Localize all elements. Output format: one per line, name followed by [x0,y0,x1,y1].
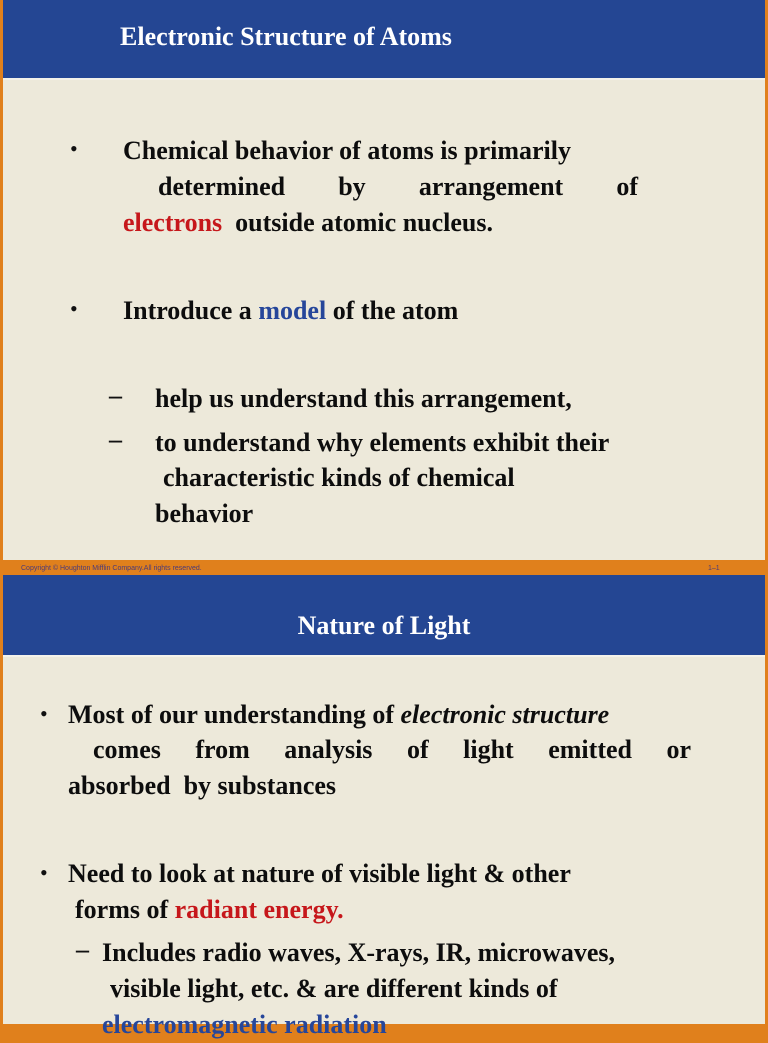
slide-1-sub-bullet-2-line-3: behavior [155,499,254,528]
slide-1-sub-bullet-2-line-2: characteristic kinds of chemical [163,463,515,492]
slide-2-title: Nature of Light [297,611,471,640]
slide-1 [3,0,765,560]
bullet-icon: • [70,296,78,321]
dash-icon: – [109,425,122,454]
slide-1-bullet-1-line-3: electrons outside atomic nucleus. [123,208,493,237]
highlight-radiant-energy: radiant energy. [174,895,344,924]
slide-2 [3,575,765,1039]
slide-1-title-bar [3,0,765,80]
highlight-model: model [258,296,327,325]
bullet-icon: • [40,701,48,726]
dash-icon: – [76,935,89,964]
slide-1-title: Electronic Structure of Atoms [120,22,452,51]
highlight-electromagnetic-radiation: electromagnetic radiation [102,1010,387,1039]
slide-2-sub-bullet-line-3 [102,1007,387,1043]
slide-footer [0,560,768,575]
bullet-icon: • [70,136,78,161]
slide-2-bullet-1-line-1: Most of our understanding of electronic structure [68,700,610,729]
bullet-icon: • [40,860,48,885]
slide-1-bullet-1-line-1: Chemical behavior of atoms is primarily [123,136,571,165]
slide-2-bullet-1-line-2: comes from analysis of light emitted or [93,735,692,764]
slide-1-sub-bullet-1: help us understand this arrangement, [155,384,572,413]
slide-1-bullet-1-line-2: determined by arrangement of [158,172,639,201]
slide-2-sub-bullet-line-1: Includes radio waves, X-rays, IR, microwaves, [102,938,615,967]
slide-number: 1–1 [708,565,720,572]
dash-icon: – [109,381,122,410]
slide-1-bullet-2: Introduce a model of the atom [123,296,459,325]
slide-2-sub-bullet-line-2: visible light, etc. & are different kinds of [110,974,558,1003]
slide-2-title-bar [3,575,765,657]
slide-2-bullet-2-line-2: forms of radiant energy. [75,895,344,924]
slide-2-bullet-2-line-1: Need to look at nature of visible light & other [68,859,571,888]
emphasis-electronic-structure: electronic structure [400,700,610,729]
slide-2-bullet-1-line-3: absorbed by substances [68,771,337,800]
highlight-electrons: electrons [123,208,223,237]
copyright-text: Copyright © Houghton Mifflin Company.All rights reserved. [21,565,202,572]
slide-1-sub-bullet-2-line-1: to understand why elements exhibit their [155,428,610,457]
